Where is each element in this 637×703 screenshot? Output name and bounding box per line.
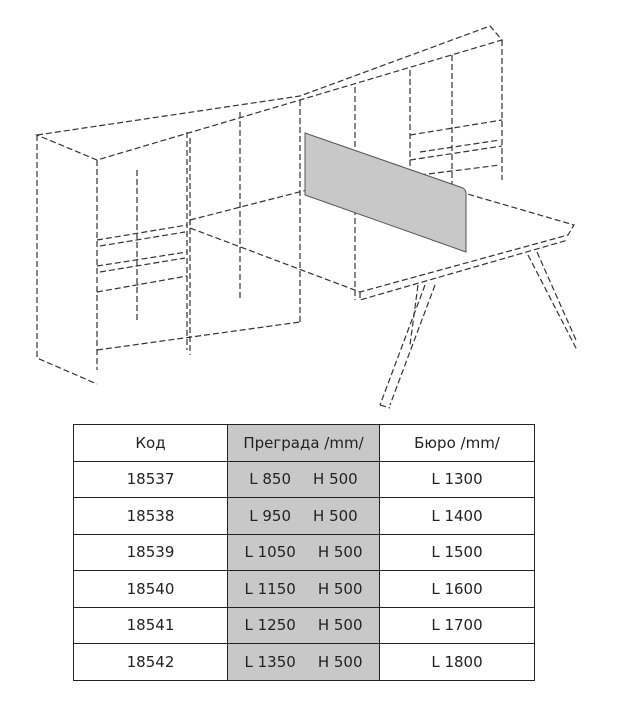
table-row	[74, 534, 535, 571]
header-desk: Бюро /mm/	[380, 425, 535, 462]
partition-length: L 1250	[244, 616, 296, 635]
partition-height: H 500	[313, 506, 358, 525]
cell-desk: L 1400	[380, 498, 535, 535]
header-code: Код	[74, 425, 228, 462]
cell-partition	[228, 571, 380, 608]
cell-code: 18539	[74, 534, 228, 571]
cabinet-top	[37, 26, 502, 160]
cell-code: 18537	[74, 461, 228, 498]
partition-length: L 850	[249, 470, 292, 489]
partition-height: H 500	[317, 652, 363, 671]
cell-partition	[228, 607, 380, 644]
table-header-row	[74, 425, 535, 462]
cell-code: 18542	[74, 644, 228, 681]
partition-height: H 500	[313, 470, 358, 489]
cell-partition	[228, 644, 380, 681]
table-row	[74, 461, 535, 498]
partition-length: L 950	[249, 506, 292, 525]
cell-partition	[228, 534, 380, 571]
cell-partition	[228, 498, 380, 535]
cell-desk: L 1600	[380, 571, 535, 608]
partition-height: H 500	[317, 579, 363, 598]
cell-desk: L 1500	[380, 534, 535, 571]
table-row	[74, 607, 535, 644]
partition-height: H 500	[317, 616, 363, 635]
cell-code: 18541	[74, 607, 228, 644]
partition-height: H 500	[317, 543, 363, 562]
partition-length: L 1050	[244, 543, 296, 562]
cell-desk: L 1700	[380, 607, 535, 644]
cell-partition	[228, 461, 380, 498]
cell-desk: L 1800	[380, 644, 535, 681]
cell-code: 18540	[74, 571, 228, 608]
table-row	[74, 571, 535, 608]
table-row	[74, 498, 535, 535]
cell-code: 18538	[74, 498, 228, 535]
desk-partition	[305, 133, 466, 252]
cell-desk: L 1300	[380, 461, 535, 498]
partition-length: L 1350	[244, 652, 296, 671]
partition-length: L 1150	[244, 579, 296, 598]
table-row	[74, 644, 535, 681]
spec-table	[73, 424, 535, 681]
header-partition: Преграда /mm/	[228, 425, 380, 462]
